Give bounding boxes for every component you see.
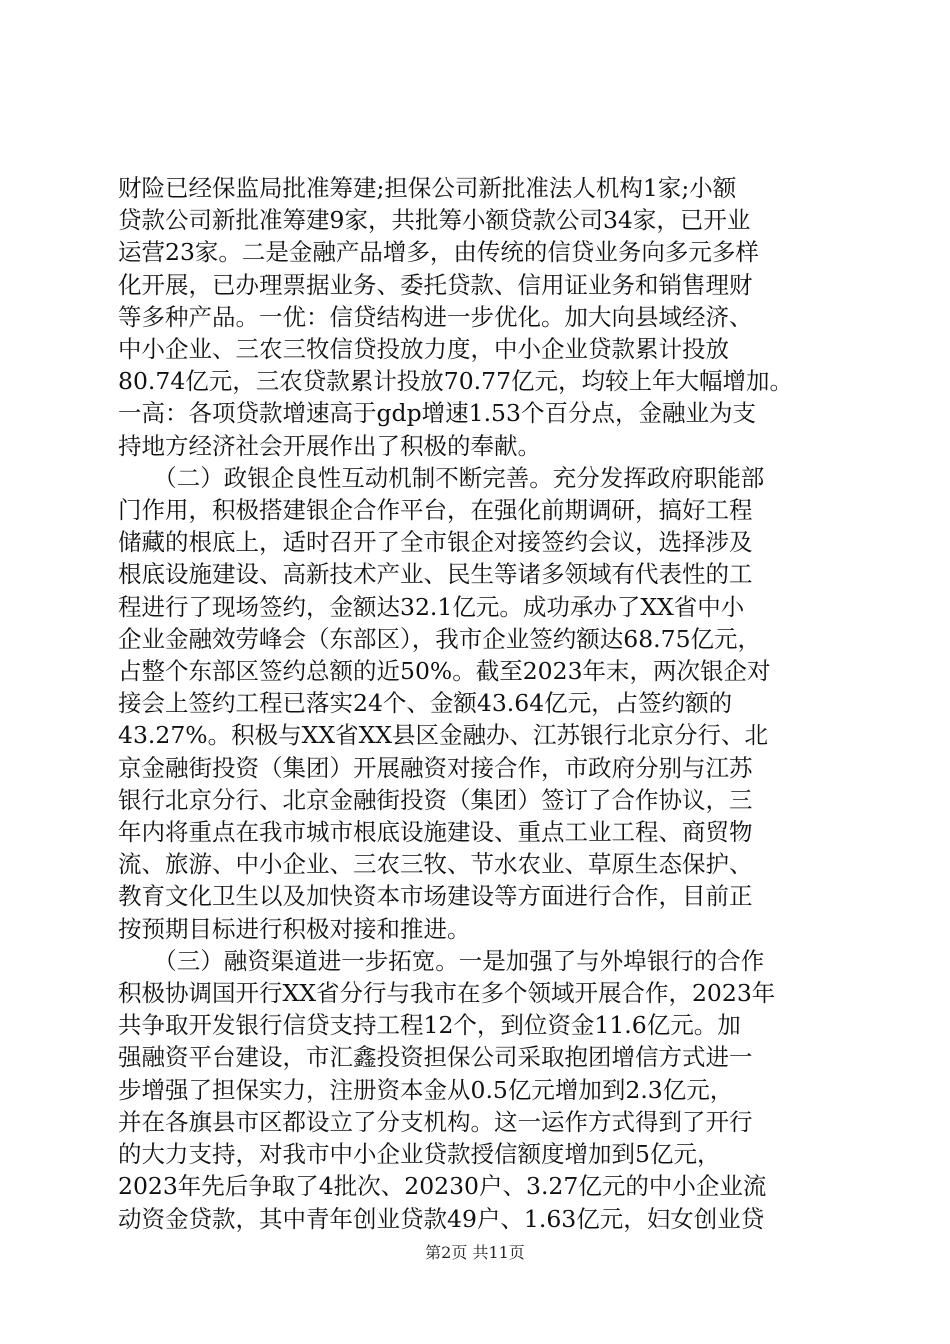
text-line: 80.74亿元，三农贷款累计投放70.77亿元，均较上年大幅增加。 <box>118 367 794 396</box>
text-line: 教育文化卫生以及加快资本市场建设等方面进行合作，目前正 <box>118 882 753 911</box>
text-line: 企业金融效劳峰会（东部区），我市企业签约额达68.75亿元， <box>118 624 762 653</box>
text-line: 化开展，已办理票据业务、委托贷款、信用证业务和销售理财 <box>118 270 753 299</box>
document-body <box>118 172 834 1235</box>
text-line: 并在各旗县市区都设立了分支机构。这一运作方式得到了开行 <box>118 1107 753 1136</box>
text-line: 动资金贷款，其中青年创业贷款49户、1.63亿元，妇女创业贷 <box>118 1204 765 1233</box>
page-footer: 第2页 共11页 <box>425 1243 525 1262</box>
text-line: 持地方经济社会开展作出了积极的奉献。 <box>118 431 541 460</box>
text-line: 占整个东部区签约总额的近50%。截至2023年末，两次银企对 <box>118 657 771 686</box>
text-line: 的大力支持，对我市中小企业贷款授信额度增加到5亿元， <box>118 1140 721 1169</box>
text-line: 步增强了担保实力，注册资本金从0.5亿元增加到2.3亿元， <box>118 1075 734 1104</box>
text-line: 储藏的根底上，适时召开了全市银企对接签约会议，选择涉及 <box>118 528 753 557</box>
text-line: 中小企业、三农三牧信贷投放力度，中小企业贷款累计投放 <box>118 335 729 364</box>
text-line: 门作用，积极搭建银企合作平台，在强化前期调研，搞好工程 <box>118 496 753 525</box>
text-line: 按预期目标进行积极对接和推进。 <box>118 914 471 943</box>
text-line: 贷款公司新批准筹建9家，共批筹小额贷款公司34家，已开业 <box>118 206 751 235</box>
text-line: 2023年先后争取了4批次、20230户、3.27亿元的中小企业流 <box>118 1172 767 1201</box>
text-line: 运营23家。二是金融产品增多，由传统的信贷业务向多元多样 <box>118 238 759 267</box>
text-line: （三）融资渠道进一步拓宽。一是加强了与外埠银行的合作 <box>118 946 765 975</box>
text-line: 强融资平台建设，市汇鑫投资担保公司采取抱团增信方式进一 <box>118 1043 753 1072</box>
text-line: 共争取开发银行信贷支持工程12个，到位资金11.6亿元。加 <box>118 1011 741 1040</box>
text-line: 一高：各项贷款增速高于gdp增速1.53个百分点，金融业为支 <box>118 399 756 428</box>
text-line: 年内将重点在我市城市根底设施建设、重点工业工程、商贸物 <box>118 818 753 847</box>
text-line: 积极协调国开行XX省分行与我市在多个领域开展合作，2023年 <box>118 979 776 1008</box>
text-line: 接会上签约工程已落实24个、金额43.64亿元，占签约额的 <box>118 689 733 718</box>
text-line: 43.27%。积极与XX省XX县区金融办、江苏银行北京分行、北 <box>118 721 769 750</box>
text-line: （二）政银企良性互动机制不断完善。充分发挥政府职能部 <box>118 463 765 492</box>
text-line: 流、旅游、中小企业、三农三牧、节水农业、草原生态保护、 <box>118 850 753 879</box>
text-line: 财险已经保监局批准筹建;担保公司新批准法人机构1家;小额 <box>118 174 737 202</box>
text-line: 根底设施建设、高新技术产业、民生等诸多领域有代表性的工 <box>118 560 753 589</box>
text-line: 京金融街投资（集团）开展融资对接合作，市政府分别与江苏 <box>118 753 753 782</box>
text-line: 等多种产品。一优：信贷结构进一步优化。加大向县域经济、 <box>118 302 753 331</box>
text-line: 程进行了现场签约，金额达32.1亿元。成功承办了XX省中小 <box>118 592 745 621</box>
text-line: 银行北京分行、北京金融街投资（集团）签订了合作协议，三 <box>118 785 753 814</box>
